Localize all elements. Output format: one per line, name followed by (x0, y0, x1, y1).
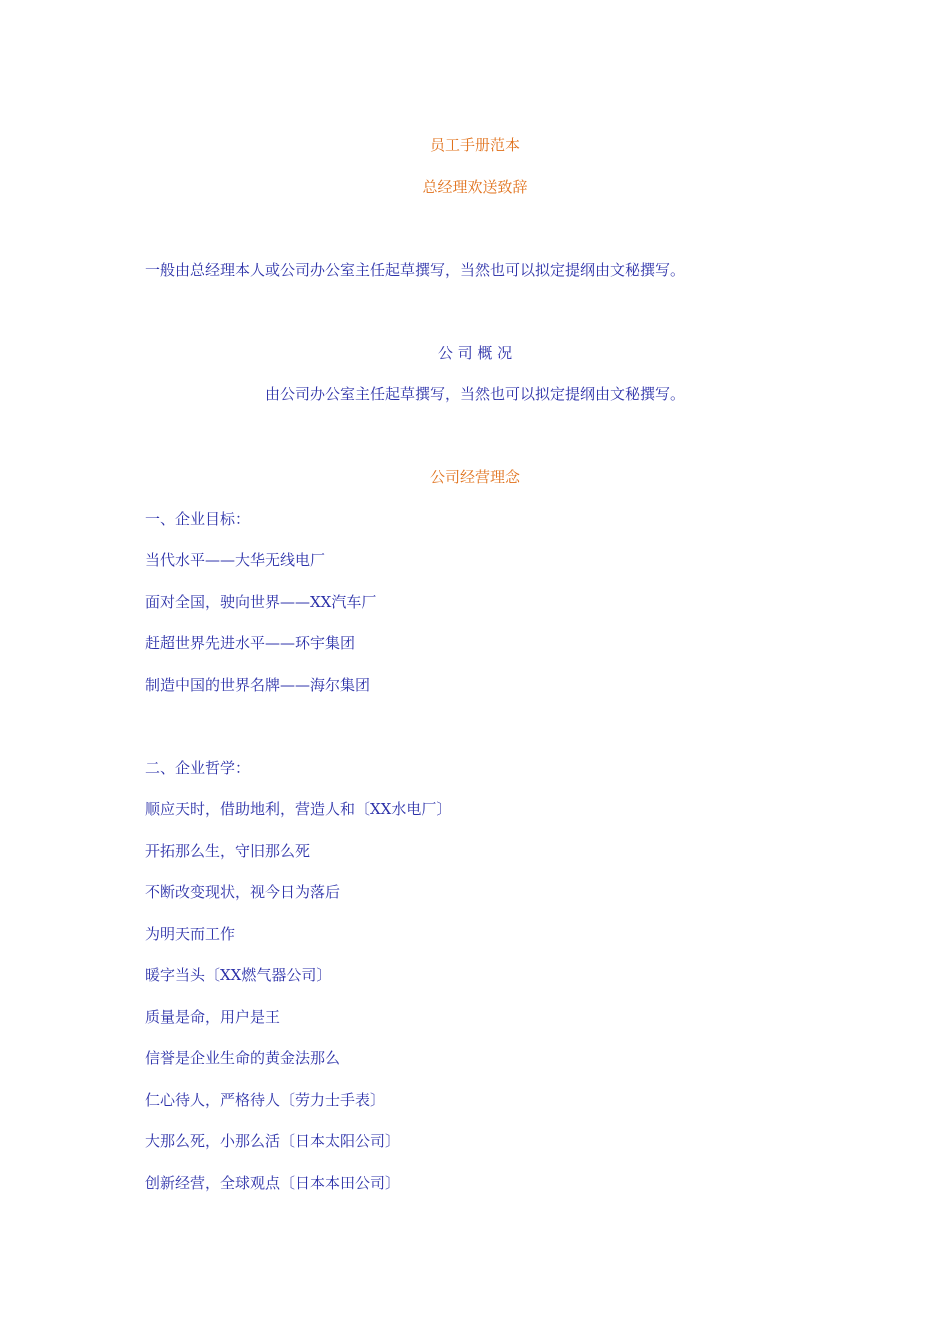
philosophy-heading: 公司经营理念 (429, 468, 520, 486)
philosophy-item: 暖字当头〔XX燃气器公司〕 (145, 966, 332, 984)
philosophy-item: 仁心待人，严格待人〔劳力士手表〕 (145, 1091, 386, 1109)
goals-item: 当代水平——大华无线电厂 (145, 551, 326, 569)
philosophy-item: 大那么死，小那么活〔日本太阳公司〕 (145, 1132, 401, 1150)
welcome-heading: 总经理欢送致辞 (422, 178, 528, 196)
goals-item: 赶超世界先进水平——环宇集团 (145, 634, 356, 652)
goals-heading: 一、企业目标： (145, 510, 251, 528)
document-title: 员工手册范本 (429, 136, 520, 154)
philosophy-item: 为明天而工作 (145, 925, 236, 943)
goals-item: 制造中国的世界名牌——海尔集团 (145, 676, 371, 694)
philosophy-item: 创新经营，全球观点〔日本本田公司〕 (145, 1174, 401, 1192)
overview-note: 由公司办公室主任起草撰写，当然也可以拟定提纲由文秘撰写。 (264, 385, 685, 403)
philosophy-list-heading: 二、企业哲学： (145, 759, 251, 777)
goals-item: 面对全国，驶向世界——XX汽车厂 (145, 593, 377, 611)
philosophy-item: 信誉是企业生命的黄金法那么 (145, 1049, 341, 1067)
philosophy-item: 顺应天时，借助地利，营造人和〔XX水电厂〕 (145, 800, 452, 818)
philosophy-item: 不断改变现状，视今日为落后 (145, 883, 341, 901)
philosophy-item: 开拓那么生，守旧那么死 (145, 842, 311, 860)
overview-heading: 公 司 概 况 (437, 344, 513, 362)
welcome-note: 一般由总经理本人或公司办公室主任起草撰写，当然也可以拟定提纲由文秘撰写。 (145, 261, 686, 279)
philosophy-item: 质量是命，用户是王 (145, 1008, 281, 1026)
